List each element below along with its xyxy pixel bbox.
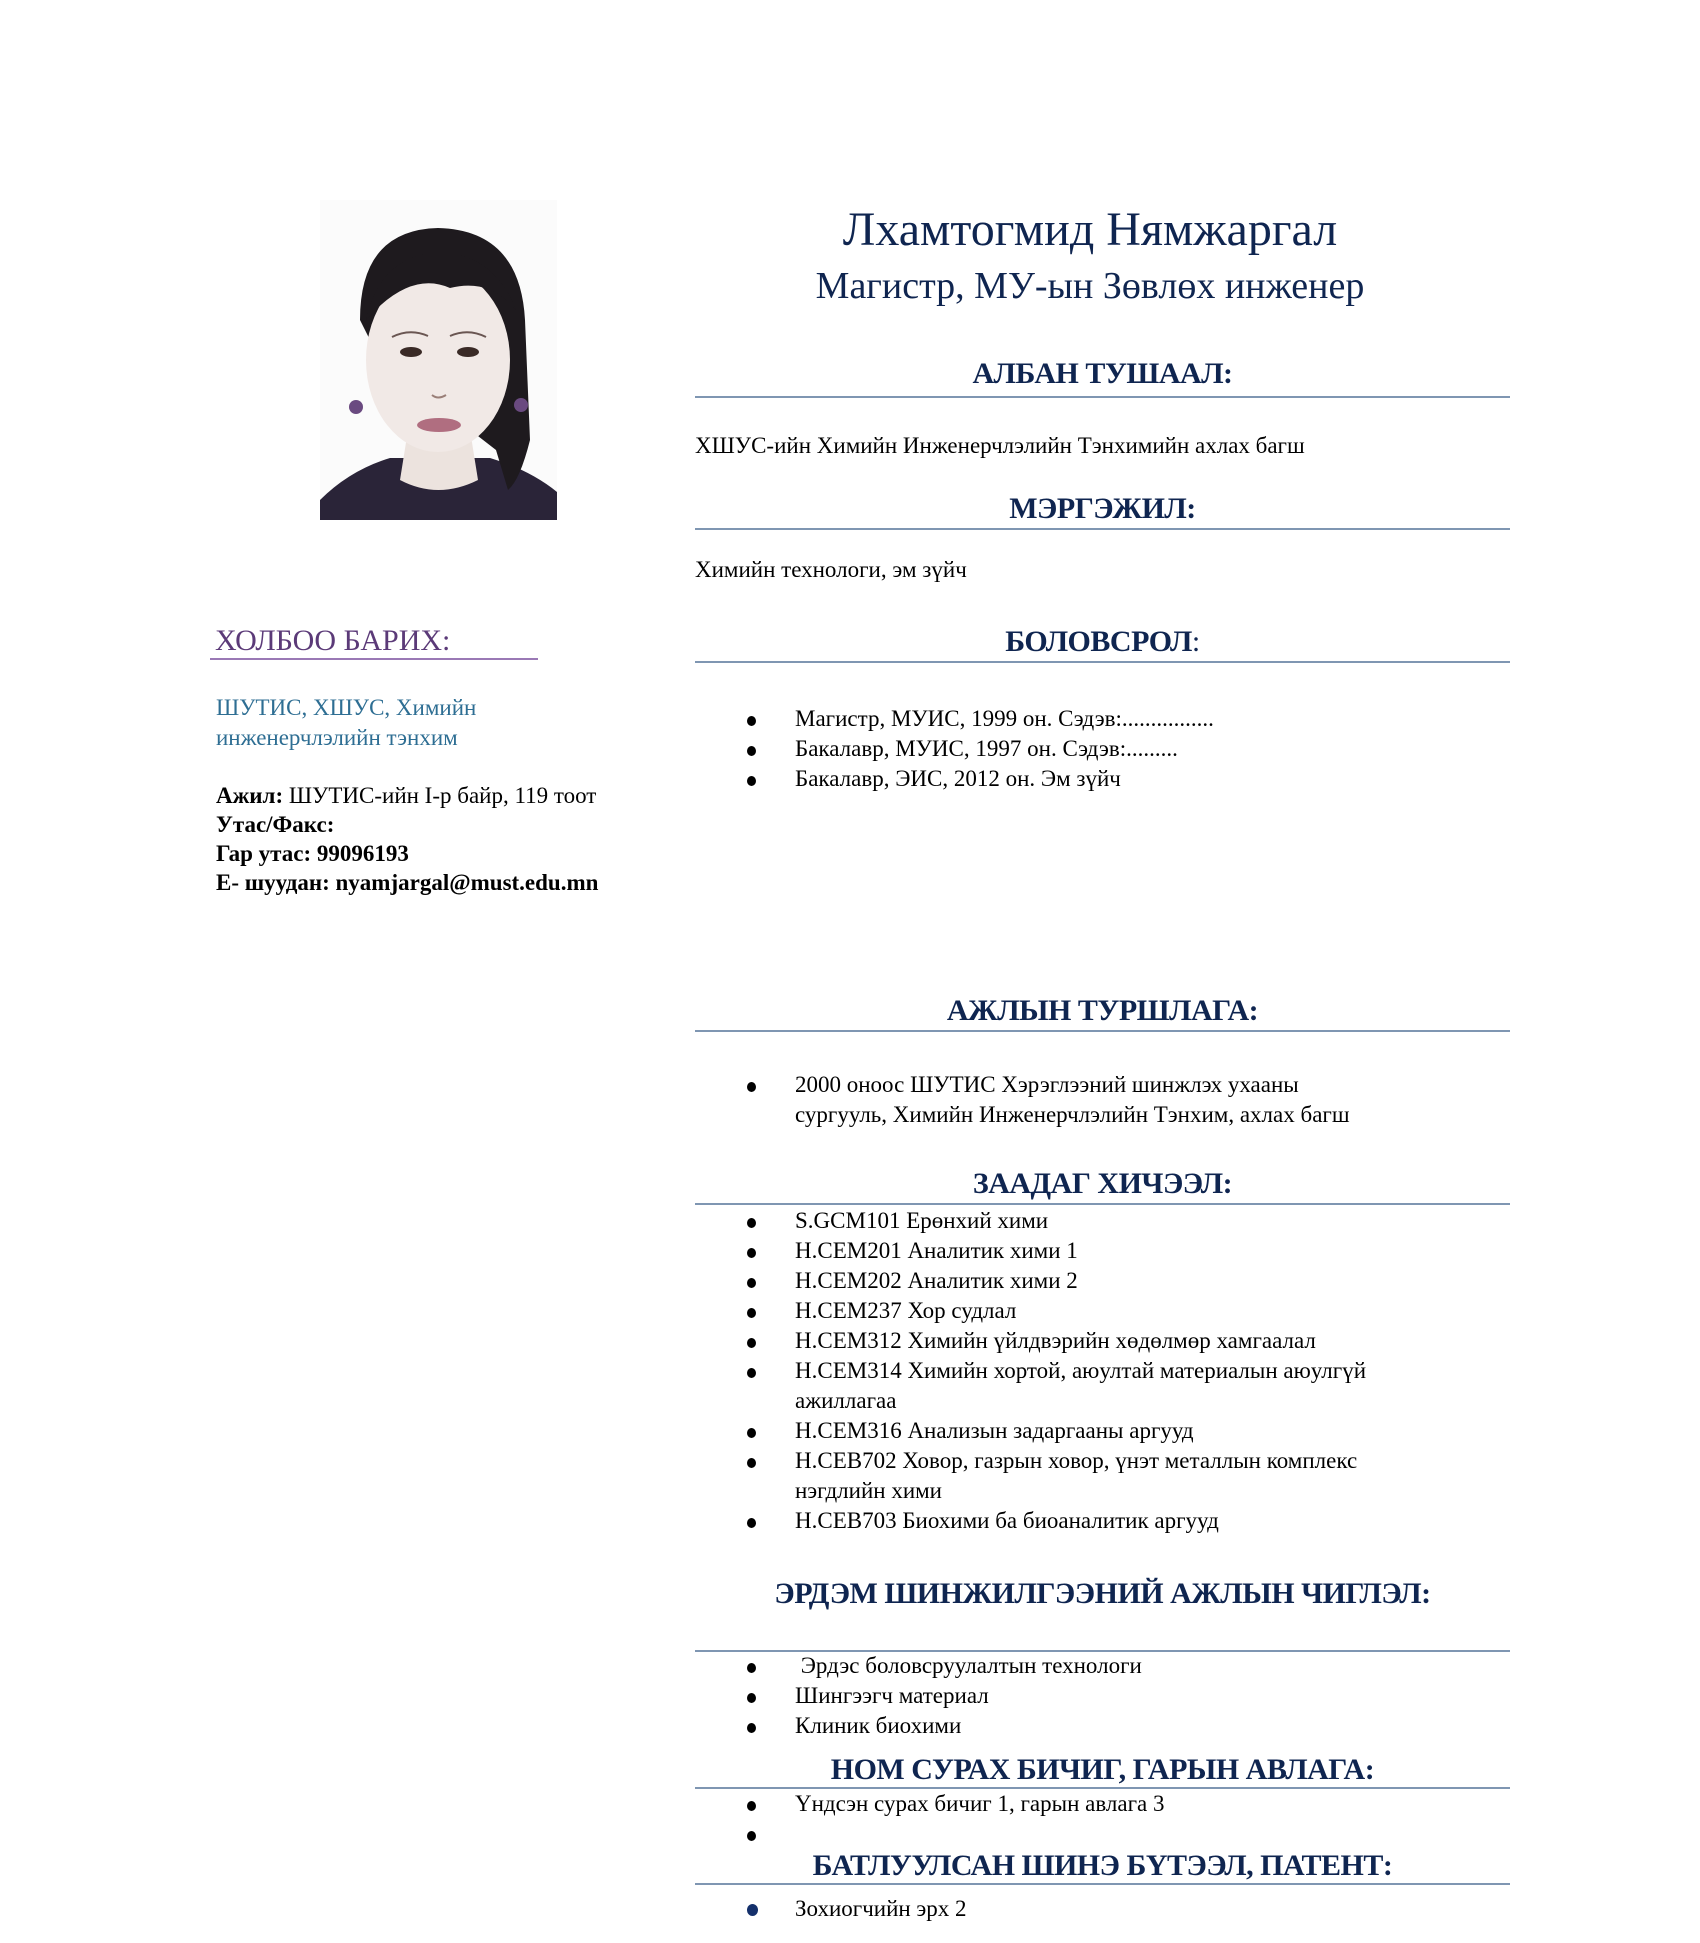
bullet-icon	[747, 1308, 756, 1318]
list-item	[695, 1651, 1510, 1681]
bullet-icon	[747, 1663, 756, 1673]
list-item	[695, 1506, 1510, 1536]
list-item-text: H.CEM314 Химийн хортой, аюултай материалын аюулгүй ажиллагаа	[795, 1358, 1367, 1413]
list-item-text: H.CEM237 Хор судлал	[795, 1298, 1017, 1323]
education-title-text: БОЛОВСРОЛ	[1005, 625, 1192, 658]
list-item-text: Үндсэн сурах бичиг 1, гарын авлага 3	[795, 1791, 1165, 1816]
section-title-position: АЛБАН ТУШААЛ:	[972, 357, 1233, 390]
list-item	[695, 764, 1510, 794]
contact-details	[216, 781, 676, 897]
list-item-text: Бакалавр, ЭИС, 2012 он. Эм зүйч	[795, 766, 1121, 791]
books-list	[695, 1789, 1510, 1849]
list-item	[695, 1236, 1510, 1266]
section-divider	[695, 1883, 1510, 1885]
list-item	[695, 704, 1510, 734]
profile-photo	[320, 200, 557, 520]
contact-department: ШУТИС, ХШУС, Химийн инженерчлэлийн тэнхим	[216, 695, 477, 750]
list-item-text: Бакалавр, МУИС, 1997 он. Сэдэв:.........	[795, 736, 1178, 761]
section-title-profession: МЭРГЭЖИЛ:	[1009, 492, 1196, 525]
contact-title: ХОЛБОО БАРИХ:	[215, 624, 451, 657]
section-title-research: ЭРДЭМ ШИНЖИЛГЭЭНИЙ АЖЛЫН ЧИГЛЭЛ:	[774, 1577, 1431, 1610]
person-name: Лхамтогмид Нямжаргал	[842, 203, 1338, 256]
list-item-text: H.CEM201 Аналитик хими 1	[795, 1238, 1078, 1263]
email-line	[216, 868, 676, 897]
bullet-icon	[747, 746, 756, 756]
bullet-icon	[747, 1458, 756, 1468]
list-item-text: Клиник биохими	[795, 1713, 962, 1738]
bullet-icon	[747, 1278, 756, 1288]
research-list	[695, 1651, 1510, 1741]
education-list	[695, 704, 1510, 794]
bullet-icon	[747, 1082, 756, 1092]
section-divider	[695, 661, 1510, 663]
section-title-education	[695, 623, 1510, 661]
patents-list	[695, 1894, 1510, 1924]
bullet-icon	[747, 1368, 756, 1378]
education-title-colon: :	[1191, 625, 1200, 658]
bullet-icon	[747, 1723, 756, 1733]
section-divider	[695, 1203, 1510, 1205]
phone-fax-label: Утас/Факс:	[216, 812, 335, 837]
list-item	[695, 1326, 1510, 1356]
list-item	[695, 1819, 1510, 1849]
section-divider	[695, 1030, 1510, 1032]
profession-text: Химийн технологи, эм зүйч	[695, 557, 967, 582]
list-item-text: Эрдэс боловсруулалтын технологи	[795, 1653, 1142, 1678]
list-item-text: H.CEM316 Анализын задаргааны аргууд	[795, 1418, 1194, 1443]
list-item-text: H.CEB702 Ховор, газрын ховор, үнэт металлын комплекс нэгдлийн хими	[795, 1448, 1358, 1503]
list-item-text: Зохиогчийн эрх 2	[795, 1896, 967, 1921]
portrait-image	[320, 200, 557, 520]
section-divider	[695, 528, 1510, 530]
list-item	[695, 1894, 1510, 1924]
bullet-icon	[747, 716, 756, 726]
section-title-books: НОМ СУРАХ БИЧИГ, ГАРЫН АВЛАГА:	[830, 1753, 1375, 1786]
list-item	[695, 1070, 1510, 1130]
section-title-patents: БАТЛУУЛСАН ШИНЭ БҮТЭЭЛ, ПАТЕНТ:	[812, 1849, 1393, 1882]
email-address[interactable]: nyamjargal@must.edu.mn	[335, 870, 599, 895]
list-item	[695, 1206, 1510, 1236]
bullet-icon	[747, 1518, 756, 1528]
list-item-text: Шингээгч материал	[795, 1683, 989, 1708]
list-item	[695, 1711, 1510, 1741]
list-item	[695, 1266, 1510, 1296]
list-item-text: S.GCM101 Ерөнхий хими	[795, 1208, 1049, 1233]
courses-list	[695, 1206, 1510, 1536]
contact-divider	[210, 658, 538, 660]
list-item	[695, 1446, 1510, 1506]
list-item	[695, 1681, 1510, 1711]
list-item	[695, 1356, 1510, 1416]
person-title: Магистр, МУ-ын Зөвлөх инженер	[815, 265, 1365, 307]
experience-list	[695, 1070, 1510, 1130]
list-item	[695, 1789, 1510, 1819]
bullet-icon	[747, 1218, 756, 1228]
section-title-courses: ЗААДАГ ХИЧЭЭЛ:	[972, 1167, 1233, 1200]
bullet-icon	[747, 1428, 756, 1438]
bullet-icon	[747, 1693, 756, 1703]
bullet-icon	[747, 1831, 756, 1841]
list-item	[695, 734, 1510, 764]
list-item-text: H.CEM202 Аналитик хими 2	[795, 1268, 1078, 1293]
section-divider	[695, 396, 1510, 398]
bullet-icon	[747, 1248, 756, 1258]
list-item	[695, 1416, 1510, 1446]
mobile-number: 99096193	[316, 841, 409, 866]
email-label: Е- шуудан:	[216, 870, 336, 895]
mobile-label: Гар утас:	[216, 841, 317, 866]
bullet-icon	[747, 776, 756, 786]
list-item	[695, 1296, 1510, 1326]
phone-fax-line	[216, 810, 676, 839]
list-item-text: H.CEM312 Химийн үйлдвэрийн хөдөлмөр хамгаалал	[795, 1328, 1316, 1353]
section-title-experience: АЖЛЫН ТУРШЛАГА:	[946, 994, 1259, 1027]
list-item-text: H.CEB703 Биохими ба биоаналитик аргууд	[795, 1508, 1219, 1533]
bullet-icon	[747, 1904, 758, 1916]
work-address-line	[216, 781, 676, 810]
position-text: ХШУС-ийн Химийн Инженерчлэлийн Тэнхимийн ахлах багш	[695, 433, 1305, 458]
bullet-icon	[747, 1801, 756, 1811]
work-address: ШУТИС-ийн I-р байр, 119 тоот	[283, 783, 597, 808]
bullet-icon	[747, 1338, 756, 1348]
list-item-text: Магистр, МУИС, 1999 он. Сэдэв:................	[795, 706, 1214, 731]
list-item-text: 2000 оноос ШУТИС Хэрэглээний шинжлэх ухааны сургууль, Химийн Инженерчлэлийн Тэнхим, ахлах багш	[795, 1072, 1350, 1127]
work-label: Ажил:	[216, 783, 284, 808]
mobile-line	[216, 839, 676, 868]
